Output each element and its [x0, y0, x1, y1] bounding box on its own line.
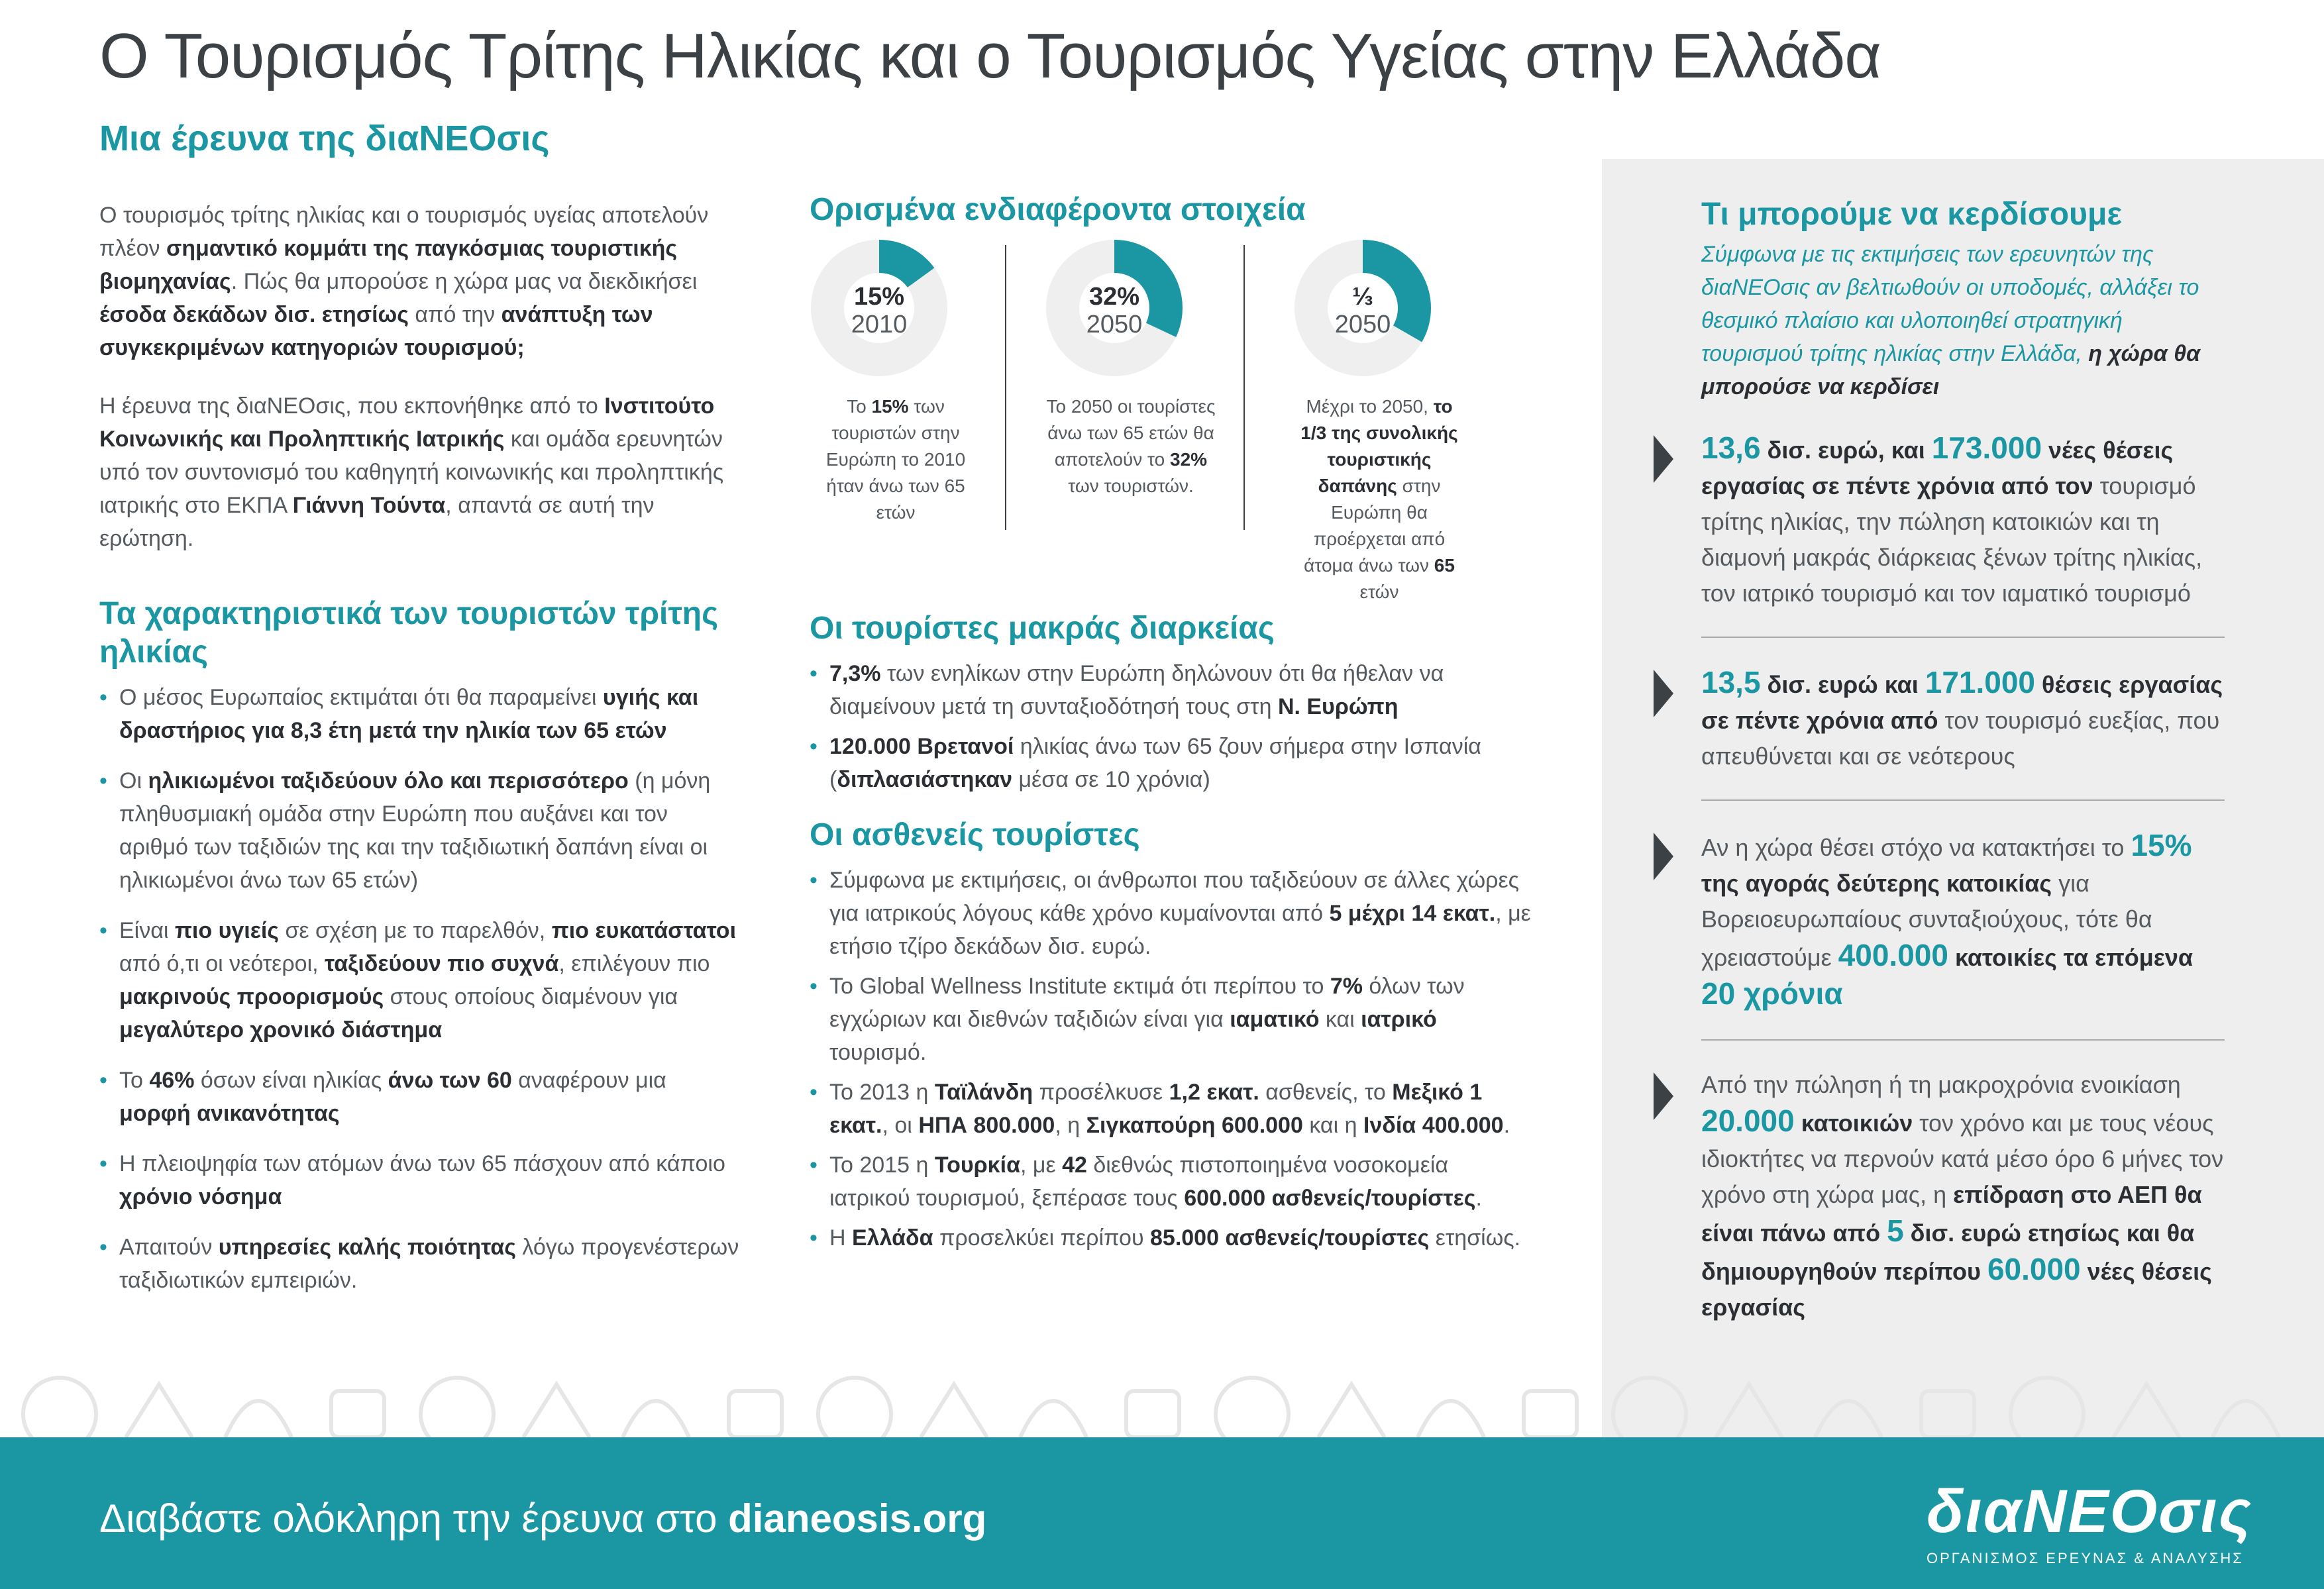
text: τουρισμό τρίτης ηλικίας, την πώληση κατοικιών και τη διαμονή μακράς διάρκειας ξένων τρίτης ηλικίας, τον ιατρικό τουρισμό και τον ιαματικό τουρισμό: [1701, 472, 2203, 607]
gains-heading: Τι μπορούμε να κερδίσουμε: [1701, 197, 2123, 232]
donut-year: 2010: [851, 311, 908, 338]
pattern-shape: [2011, 1378, 2084, 1437]
text: προσελκύει περίπου: [933, 1225, 1150, 1251]
divider: [1243, 245, 1245, 530]
text: , με: [1020, 1153, 1063, 1178]
text: Από την πώληση ή τη μακροχρόνια ενοικίαση: [1701, 1071, 2181, 1098]
highlight-number: 13,6: [1701, 431, 1761, 465]
bold-text: 42: [1062, 1153, 1087, 1178]
text: ετών: [1359, 582, 1399, 602]
donut-year: 2050: [1086, 311, 1143, 338]
patients-heading: Οι ασθενείς τουρίστες: [810, 817, 1140, 852]
bold-text: Σιγκαπούρη 600.000: [1086, 1113, 1303, 1138]
page-title: Ο Τουρισμός Τρίτης Ηλικίας και ο Τουρισμός Υγείας στην Ελλάδα: [99, 21, 1881, 91]
bold-text: δισ. ευρώ και: [1760, 671, 1925, 698]
pattern-shape: [729, 1391, 782, 1437]
page-subtitle: Μια έρευνα της διαΝΕΟσις: [99, 119, 550, 158]
bold-text: 7,3%: [829, 661, 881, 686]
divider: [1005, 245, 1006, 530]
bold-text: Ν. Ευρώπη: [1277, 694, 1399, 719]
gains-intro: [1701, 238, 2225, 403]
pattern-shape: [1524, 1391, 1577, 1437]
text: Ο μέσος Ευρωπαίος εκτιμάται ότι θα παραμείνει: [119, 685, 603, 710]
highlight-number: 20.000: [1701, 1103, 1795, 1138]
text: λόγω προγενέστερων ταξιδιωτικών εμπειριών.: [119, 1235, 739, 1293]
stat-2050-share: [1045, 238, 1257, 499]
longstay-list: [810, 657, 1532, 796]
text: .: [1475, 1186, 1482, 1211]
text: Το Global Wellness Institute εκτιμά ότι περίπου το: [829, 974, 1330, 999]
bold-text: κατοικιών: [1794, 1109, 1913, 1137]
bold-text: έσοδα δεκάδων δισ. ετησίως: [99, 302, 409, 327]
text: .: [1503, 1113, 1510, 1138]
stat-2050-spending: [1293, 238, 1505, 605]
footer-bar: [0, 1437, 2324, 1589]
bold-text: διπλασιάστηκαν: [837, 767, 1013, 792]
pattern-shape: [421, 1378, 494, 1437]
bold-text: Ελλάδα: [852, 1225, 933, 1251]
pattern-shape: [818, 1378, 891, 1437]
left-column: [99, 199, 742, 1314]
donut-percentage: ⅓: [1352, 283, 1373, 311]
bold-text: νέες θέσεις εργασίας: [1701, 1258, 2212, 1321]
pattern-shape: [523, 1384, 590, 1437]
gain-text: [1701, 1067, 2225, 1325]
triangle-arrow-icon: [1654, 1072, 1673, 1120]
text: Σύμφωνα με εκτιμήσεις, οι άνθρωποι που ταξιδεύουν σε άλλες χώρες για ιατρικούς λόγους κάθε χρόνο κυμαίνονται από: [829, 868, 1520, 926]
intro-paragraph-1: [99, 199, 742, 364]
facts-heading: Ορισμένα ενδιαφέροντα στοιχεία: [810, 192, 1306, 227]
stats-row: [810, 238, 1532, 609]
bold-text: πιο υγιείς: [174, 918, 279, 943]
bold-text: κατοικίες τα επόμενα: [1948, 944, 2193, 971]
text: όλων των εγχώριων και διεθνών ταξιδιών είναι για: [829, 974, 1465, 1032]
gain-item: [1701, 827, 2225, 1041]
text: αναφέρουν μια: [511, 1068, 666, 1093]
decorative-pattern: [0, 1351, 2324, 1437]
text: από ό,τι οι νεότεροι,: [119, 951, 325, 976]
text: στην Ευρώπη θα προέρχεται από άτομα άνω των: [1304, 476, 1446, 576]
bold-text: μεγαλύτερο χρονικό διάστημα: [119, 1017, 443, 1043]
bold-text: μορφή ανικανότητας: [119, 1101, 340, 1126]
pattern-shape: [1020, 1401, 1086, 1437]
bold-text: θέσεις εργασίας σε πέντε χρόνια από: [1701, 671, 2223, 734]
pattern-shape: [1613, 1378, 1686, 1437]
list-item: [810, 730, 1532, 796]
bold-text: δισ. ευρώ, και: [1760, 436, 1932, 464]
bold-text: 120.000 Βρετανοί: [829, 734, 1014, 759]
text: , απαντά σε αυτή την ερώτηση.: [99, 493, 655, 551]
gains-list: [1701, 430, 2225, 1351]
donut-percentage: 32%: [1088, 283, 1140, 311]
bold-text: ταξιδεύουν πιο συχνά: [325, 951, 559, 976]
donut-chart: [810, 238, 949, 378]
triangle-arrow-icon: [1654, 670, 1673, 717]
donut-chart: [1293, 238, 1432, 378]
text: (η μόνη πληθυσμιακή ομάδα στην Ευρώπη που αυξάνει και τον αριθμό των ταξιδιών της και την ταξιδιωτική δαπάνη είναι οι ηλικιωμένοι άνω των 65 ετών): [119, 768, 711, 893]
bold-text: σημαντικό κομμάτι της παγκόσμιας τουριστικής βιομηχανίας: [99, 236, 678, 294]
bold-text: νέες θέσεις εργασίας σε πέντε χρόνια από τον: [1701, 436, 2174, 499]
list-item: [810, 970, 1532, 1069]
text: από την: [408, 302, 502, 327]
donut-chart: [1045, 238, 1184, 378]
highlight-number: 400.000: [1838, 938, 1948, 972]
pattern-shape: [225, 1401, 291, 1437]
bold-text: πιο ευκατάστατοι: [551, 918, 737, 943]
bold-text: ιατρικό: [1361, 1007, 1437, 1032]
text: Το 2050 οι τουρίστες άνω των 65 ετών θα αποτελούν το: [1046, 396, 1216, 470]
characteristics-heading: Τα χαρακτηριστικά των τουριστών τρίτης ηλικίας: [99, 596, 719, 670]
bold-text: Ινστιτούτο Κοινωνικής και Προληπτικής Ιατρικής: [99, 393, 715, 452]
bold-text: ΗΠΑ 800.000: [918, 1113, 1055, 1138]
gain-text: [1701, 664, 2225, 774]
pattern-shape: [1815, 1401, 1881, 1437]
triangle-arrow-icon: [1654, 435, 1673, 483]
highlight-number: 173.000: [1931, 431, 2042, 465]
logo-tagline: ΟΡΓΑΝΙΣΜΟΣ ΕΡΕΥΝΑΣ & ΑΝΑΛΥΣΗΣ: [1927, 1550, 2244, 1566]
text: τουρισμό.: [829, 1040, 927, 1065]
bold-text: Ινδία 400.000: [1363, 1113, 1504, 1138]
text: τον τουρισμό ευεξίας, που απευθύνεται και σε νεότερους: [1701, 707, 2220, 770]
list-item: [810, 1221, 1532, 1255]
text: Σύμφωνα με τις εκτιμήσεις των ερευνητών της διαΝΕΟσις αν βελτιωθούν οι υποδομές, αλλάξει το θεσμικό πλαίσιο και υλοποιηθεί στρατηγική τουρισμού τρίτης ηλικίας στην Ελλάδα,: [1701, 242, 2199, 366]
text: Η: [829, 1225, 852, 1251]
gain-text: [1701, 430, 2225, 611]
list-item: [810, 864, 1532, 963]
text: Το: [119, 1068, 150, 1093]
stat-caption: [1293, 393, 1465, 605]
longstay-heading: Οι τουρίστες μακράς διαρκείας: [810, 611, 1275, 646]
text: και: [1319, 1007, 1361, 1032]
intro-paragraph-2: [99, 389, 742, 555]
text: στους οποίους διαμένουν για: [384, 984, 678, 1009]
bold-text: υγιής και δραστήριος για 8,3 έτη μετά την ηλικία των 65 ετών: [119, 685, 699, 743]
text: των ενηλίκων στην Ευρώπη δηλώνουν ότι θα ήθελαν να διαμείνουν μετά τη συνταξιοδότησή τους στη: [829, 661, 1444, 719]
bold-text: μακρινούς προορισμούς: [119, 984, 384, 1009]
bold-text: 32%: [1170, 449, 1208, 470]
list-item: [810, 657, 1532, 723]
text: και ομάδα ερευνητών υπό τον συντονισμό του καθηγητή κοινωνικής και προληπτικής ιατρικής στο ΕΚΠΑ: [99, 427, 724, 518]
characteristics-list: [99, 681, 742, 1297]
list-item: [99, 1147, 742, 1213]
text: ηλικίας άνω των 65 ζουν σήμερα στην Ισπανία (: [829, 734, 1481, 792]
pattern-shape: [331, 1391, 384, 1437]
bold-text: 7%: [1330, 974, 1363, 999]
bold-text: άνω των 60: [388, 1068, 512, 1093]
bold-text: 600.000 ασθενείς/τουρίστες: [1184, 1186, 1476, 1211]
donut-percentage: 15%: [853, 283, 905, 311]
pattern-shape: [921, 1384, 987, 1437]
gain-item: [1701, 430, 2225, 638]
text: , οι: [882, 1113, 919, 1138]
bold-text: 5 μέχρι 14 εκατ.: [1329, 901, 1496, 926]
bold-text: 46%: [149, 1068, 195, 1093]
list-item: [99, 681, 742, 747]
list-item: [810, 1076, 1532, 1142]
bold-text: 15%: [871, 396, 909, 417]
bold-text: δισ. ευρώ ετησίως και θα δημιουργηθούν περίπου: [1701, 1219, 2195, 1285]
stat-2010-share: [810, 238, 1022, 526]
pattern-shape: [23, 1378, 96, 1437]
pattern-shape: [1126, 1391, 1179, 1437]
text: και η: [1302, 1113, 1363, 1138]
text: προσέλκυσε: [1033, 1080, 1169, 1105]
text: Οι: [119, 768, 148, 794]
pattern-shape: [1716, 1384, 1782, 1437]
pattern-shape: [126, 1384, 192, 1437]
text: Το 2013 η: [829, 1080, 935, 1105]
bold-text: 1,2 εκατ.: [1169, 1080, 1259, 1105]
text: Μέχρι το 2050,: [1306, 396, 1434, 417]
gain-item: [1701, 1067, 2225, 1351]
highlight-number: 171.000: [1925, 665, 2036, 699]
text: ετησίως.: [1429, 1225, 1521, 1251]
pattern-shape: [1418, 1401, 1484, 1437]
text: ασθενείς, το: [1259, 1080, 1393, 1105]
bold-text: ηλικιωμένοι ταξιδεύουν όλο και περισσότερο: [148, 768, 629, 794]
bold-text: 65: [1434, 555, 1455, 576]
text: Η έρευνα της διαΝΕΟσις, που εκπονήθηκε από το: [99, 393, 605, 419]
pattern-shape: [1921, 1391, 1974, 1437]
stat-caption: [1045, 393, 1217, 499]
list-item: [99, 914, 742, 1047]
pattern-shape: [1318, 1384, 1385, 1437]
bold-text: η χώρα θα μπορούσε να κερδίσει: [1701, 341, 2201, 399]
bold-text: Μεξικό 1 εκατ.: [829, 1080, 1483, 1138]
text: Είναι: [119, 918, 175, 943]
highlight-number: 5: [1887, 1213, 1904, 1248]
donut-year: 2050: [1334, 311, 1391, 338]
bold-text: Ταϊλάνδη: [934, 1080, 1033, 1105]
pattern-shape: [2213, 1401, 2279, 1437]
text: διεθνώς πιστοποιημένα νοσοκομεία ιατρικού τουρισμού, ξεπέρασε τους: [829, 1153, 1449, 1211]
gains-column: [1701, 195, 2225, 1377]
text: . Πώς θα μπορούσε η χώρα μας να διεκδικήσει: [231, 269, 698, 294]
footer-link[interactable]: dianeosis.org: [728, 1496, 987, 1541]
text: Η πλειοψηφία των ατόμων άνω των 65 πάσχουν από κάποιο: [119, 1151, 725, 1176]
bold-text: της αγοράς δεύτερης κατοικίας: [1701, 870, 2052, 897]
pattern-shape: [1216, 1378, 1289, 1437]
list-item: [810, 1149, 1532, 1215]
pattern-shape: [623, 1401, 689, 1437]
bold-text: υπηρεσίες καλής ποιότητας: [218, 1235, 516, 1260]
text: Απαιτούν: [119, 1235, 219, 1260]
patients-list: [810, 864, 1532, 1255]
footer-cta: [99, 1496, 986, 1541]
bold-text: Τουρκία: [934, 1153, 1020, 1178]
bold-text: ιαματικό: [1230, 1007, 1320, 1032]
bold-text: Γιάννη Τούντα: [292, 493, 446, 518]
list-item: [99, 1231, 742, 1297]
text: τον χρόνο και με τους νέους ιδιοκτήτες να περνούν κατά μέσο όρο 6 μήνες τον χρόνο στη χώρα μας, η: [1701, 1109, 2224, 1208]
text: μέσα σε 10 χρόνια): [1012, 767, 1210, 792]
bold-text: επίδραση στο ΑΕΠ θα είναι πάνω από: [1701, 1181, 2202, 1247]
middle-column: [810, 191, 1532, 1261]
dianeosis-logo: διαΝΕΟσις: [1927, 1478, 2252, 1545]
triangle-arrow-icon: [1654, 833, 1673, 880]
bold-text: ανάπτυξη των συγκεκριμένων κατηγοριών τουρισμού;: [99, 302, 653, 360]
footer-cta-text: Διαβάστε ολόκληρη την έρευνα στο: [99, 1496, 729, 1541]
text: , η: [1055, 1113, 1086, 1138]
gain-text: [1701, 827, 2225, 1014]
text: των τουριστών στην Ευρώπη το 2010 ήταν άνω των 65 ετών: [825, 396, 966, 523]
highlight-number: 60.000: [1987, 1252, 2081, 1286]
bold-text: 85.000 ασθενείς/τουρίστες: [1150, 1225, 1430, 1251]
pattern-shape: [2113, 1384, 2180, 1437]
text: σε σχέση με το παρελθόν,: [279, 918, 552, 943]
bold-text: χρόνιο νόσημα: [119, 1184, 282, 1209]
text: Αν η χώρα θέσει στόχο να κατακτήσει το: [1701, 834, 2131, 861]
highlight-number: 15%: [2131, 828, 2192, 862]
text: όσων είναι ηλικίας: [194, 1068, 388, 1093]
list-item: [99, 1064, 742, 1130]
bold-text: το 1/3 της συνολικής τουριστικής δαπάνης: [1300, 396, 1458, 496]
gain-item: [1701, 664, 2225, 801]
text: , με ετήσιο τζίρο δεκάδων δισ. ευρώ.: [829, 901, 1531, 959]
stat-caption: [810, 393, 982, 526]
text: Το: [847, 396, 872, 417]
text: Ο τουρισμός τρίτης ηλικίας και ο τουρισμός υγείας αποτελούν πλέον: [99, 203, 709, 261]
pattern-icons: [23, 1378, 2279, 1437]
highlight-number: 13,5: [1701, 665, 1761, 699]
text: για Βορειοευρωπαίους συνταξιούχους, τότε θα χρειαστούμε: [1701, 870, 2152, 971]
text: των τουριστών.: [1068, 476, 1194, 496]
text: Το 2015 η: [829, 1153, 935, 1178]
text: , επιλέγουν πιο: [558, 951, 710, 976]
highlight-number: 20 χρόνια: [1701, 976, 1843, 1011]
list-item: [99, 764, 742, 897]
